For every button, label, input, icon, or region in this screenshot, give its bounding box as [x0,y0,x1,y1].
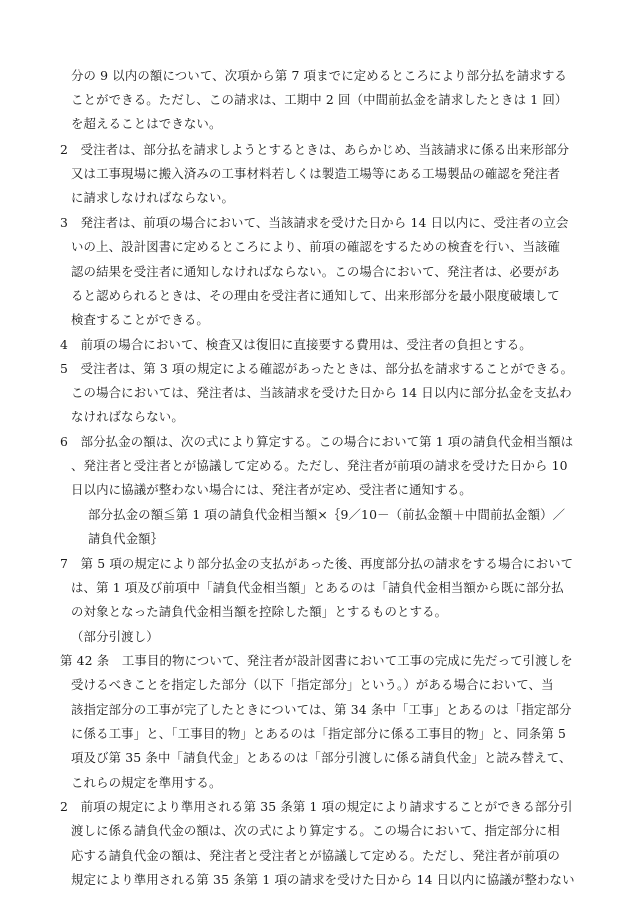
article-42-line: 第 42 条 工事目的物について、発注者が設計図書において工事の完成に先だって引渡しを [60,653,573,668]
text-line: を超えることはできない。 [71,116,222,131]
paragraph-2-line: 2 受注者は、部分払を請求しようとするときは、あらかじめ、当該請求に係る出来形部分 [60,142,570,157]
paragraph-6-line: 6 部分払金の額は、次の式により算定する。この場合において第 1 項の請負代金相当額は [60,434,574,449]
text-line: いの上、設計図書に定めるところにより、前項の確認をするための検査を行い、当該確 [71,239,561,254]
text-line: ると認められるときは、その理由を受注者に通知して、出来形部分を最小限度破壊して [71,288,560,303]
text-line: 規定により準用される第 35 条第 1 項の請求を受けた日から 14 日以内に協議が整わない [71,872,575,887]
text-line: ことができる。ただし、この請求は、工期中 2 回（中間前払金を請求したときは 1 回） [71,92,568,107]
text-line: に係る工事」と、「工事目的物」とあるのは「指定部分に係る工事目的物」と、同条第 5 [71,726,567,741]
text-line: これらの規定を準用する。 [71,775,222,790]
text-line: に請求しなければならない。 [71,190,235,205]
section-heading: （部分引渡し） [71,629,159,644]
text-line: は、第 1 項及び前項中「請負代金相当額」とあるのは「請負代金相当額から既に部分払 [71,580,564,595]
formula-line: 部分払金の額≦第 1 項の請負代金相当額×｛9／10－（前払金額＋中間前払金額）／ [88,507,566,522]
text-line: 分の 9 以内の額について、次項から第 7 項までに定めるところにより部分払を請求する [71,68,567,83]
text-line: 又は工事現場に搬入済みの工事材料若しくは製造工場等にある工場製品の確認を発注者 [71,166,561,181]
text-line: 受けるべきことを指定した部分（以下「指定部分」という。）がある場合において、当 [71,677,554,692]
text-line: 検査することができる。 [71,312,209,327]
paragraph-7-line: 7 第 5 項の規定により部分払金の支払があった後、再度部分払の請求をする場合において [60,556,574,571]
text-line: 渡しに係る請負代金の額は、次の式により算定する。この場合において、指定部分に相 [71,823,560,838]
text-line: 項及び第 35 条中「請負代金」とあるのは「部分引渡しに係る請負代金」と読み替えて、 [71,750,572,765]
text-line: 日以内に協議が整わない場合には、発注者が定め、受注者に通知する。 [71,482,472,497]
paragraph-5-line: 5 受注者は、第 3 項の規定による確認があったときは、部分払を請求することができる。 [60,361,574,376]
paragraph-4-line: 4 前項の場合において、検査又は復旧に直接要する費用は、受注者の負担とする。 [60,337,532,352]
text-line: なければならない。 [71,409,184,424]
text-line: の対象となった請負代金相当額を控除した額」とするものとする。 [71,604,448,619]
text-line: 認の結果を受注者に通知しなければならない。この場合において、発注者は、必要があ [71,264,560,279]
paragraph-42-2-line: 2 前項の規定により準用される第 35 条第 1 項の規定により請求することができる部分引 [60,799,573,814]
text-line: 応する請負代金の額は、発注者と受注者とが協議して定める。ただし、発注者が前項の [71,848,561,863]
text-line: 、発注者と受注者とが協議して定める。ただし、発注者が前項の請求を受けた日から 10 [71,458,568,473]
text-line: 該指定部分の工事が完了したときについては、第 34 条中「工事」とあるのは「指定部分 [71,702,572,717]
paragraph-3-line: 3 発注者は、前項の場合において、当該請求を受けた日から 14 日以内に、受注者の立会 [60,215,569,230]
formula-line: 請負代金額｝ [88,531,164,546]
text-line: この場合においては、発注者は、当該請求を受けた日から 14 日以内に部分払金を支払わ [71,385,572,400]
